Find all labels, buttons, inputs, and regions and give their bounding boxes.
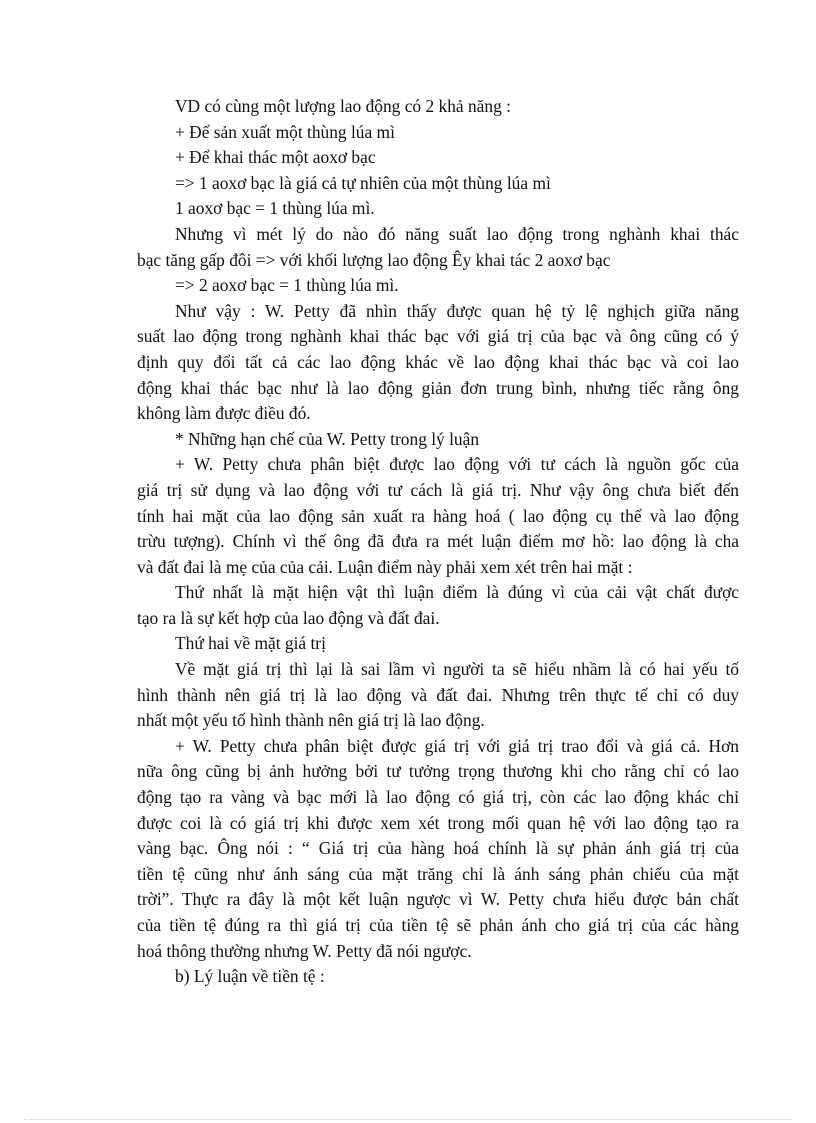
text-line: tính hai mặt của lao động sản xuất ra hàng hoá ( lao động cụ thể và lao động	[137, 505, 739, 526]
text-line: suất lao động trong nghành khai thác bạc với giá trị của bạc và ông cũng có ý	[137, 326, 739, 347]
text-line: được coi là có giá trị khi được xem xét trong mối quan hệ với lao động tạo ra	[137, 812, 739, 833]
text-line: bạc tăng gấp đôi => với khối lượng lao động Êy khai tác 2 aoxơ bạc	[137, 249, 611, 270]
text-line: động khai thác bạc như là lao động giản đơn trung bình, nhưng tiếc rằng ông	[137, 377, 739, 398]
text-line: hoá thông thường nhưng W. Petty đã nói ngược.	[137, 940, 472, 961]
text-line: + W. Petty chưa phân biệt được lao động với tư cách là nguồn gốc của	[175, 454, 739, 475]
text-line: => 1 aoxơ bạc là giá cả tự nhiên của một thùng lúa mì	[175, 172, 551, 193]
text-line: vàng bạc. Ông nói : “ Giá trị của hàng hoá chính là sự phản ánh giá trị của	[137, 838, 739, 859]
text-line: Như vậy : W. Petty đã nhìn thấy được quan hệ tỷ lệ nghịch giữa năng	[175, 300, 739, 321]
text-line: không làm được điều đó.	[137, 403, 311, 424]
text-line: tạo ra là sự kết hợp của lao động và đất đai.	[137, 607, 440, 628]
text-line: Nhưng vì mét lý do nào đó năng suất lao động trong nghành khai thác	[175, 223, 739, 244]
text-line: => 2 aoxơ bạc = 1 thùng lúa mì.	[175, 275, 399, 296]
text-line: + W. Petty chưa phân biệt được giá trị với giá trị trao đổi và giá cả. Hơn	[175, 735, 739, 756]
text-line: động tạo ra vàng và bạc mới là lao động có giá trị, còn các lao động khác chỉ	[137, 787, 739, 808]
text-line: Thứ nhất là mặt hiện vật thì luận điểm là đúng vì của cải vật chất được	[175, 582, 739, 603]
page-bottom-rule	[24, 1119, 792, 1120]
text-line: + Để khai thác một aoxơ bạc	[175, 147, 376, 168]
text-line: Về mặt giá trị thì lại là sai lầm vì người ta sẽ hiểu nhầm là có hai yếu tố	[175, 659, 739, 680]
text-line: Thứ hai về mặt giá trị	[175, 633, 326, 654]
text-line: của tiền tệ đúng ra thì giá trị của tiền tệ sẽ phản ánh cho giá trị của các hàng	[137, 915, 739, 935]
text-line: hình thành nên giá trị là lao động và đất đai. Nhưng trên thực tế chỉ có duy	[137, 684, 739, 705]
text-line: tiền tệ cũng như ánh sáng của mặt trăng chỉ là ánh sáng phản chiếu của mặt	[137, 863, 739, 884]
text-line: trừu tượng). Chính vì thế ông đã đưa ra mét luận điểm mơ hồ: lao động là cha	[137, 531, 739, 552]
text-line: và đất đai là mẹ của của cải. Luận điểm này phải xem xét trên hai mặt :	[137, 556, 633, 577]
text-line: b) Lý luận về tiền tệ :	[175, 966, 325, 987]
text-line: nhất một yếu tố hình thành nên giá trị là lao động.	[137, 710, 485, 731]
text-line: trời”. Thực ra đây là một kết luận ngược vì W. Petty chưa hiểu được bản chất	[137, 889, 739, 910]
text-line: VD có cùng một lượng lao động có 2 khả năng :	[175, 96, 511, 116]
text-line: giá trị sử dụng và lao động với tư cách là giá trị. Như vậy ông chưa biết đến	[137, 479, 739, 500]
text-line: định quy đổi tất cả các lao động khác về lao động khai thác bạc và coi lao	[137, 351, 739, 372]
document-page	[137, 94, 739, 990]
text-line: nữa ông cũng bị ảnh hưởng bởi tư tưởng trọng thương khi cho rằng chỉ có lao	[137, 761, 739, 782]
text-line: + Để sản xuất một thùng lúa mì	[175, 121, 395, 142]
text-line: 1 aoxơ bạc = 1 thùng lúa mì.	[175, 198, 375, 219]
text-line: * Những hạn chế của W. Petty trong lý luận	[175, 428, 480, 449]
